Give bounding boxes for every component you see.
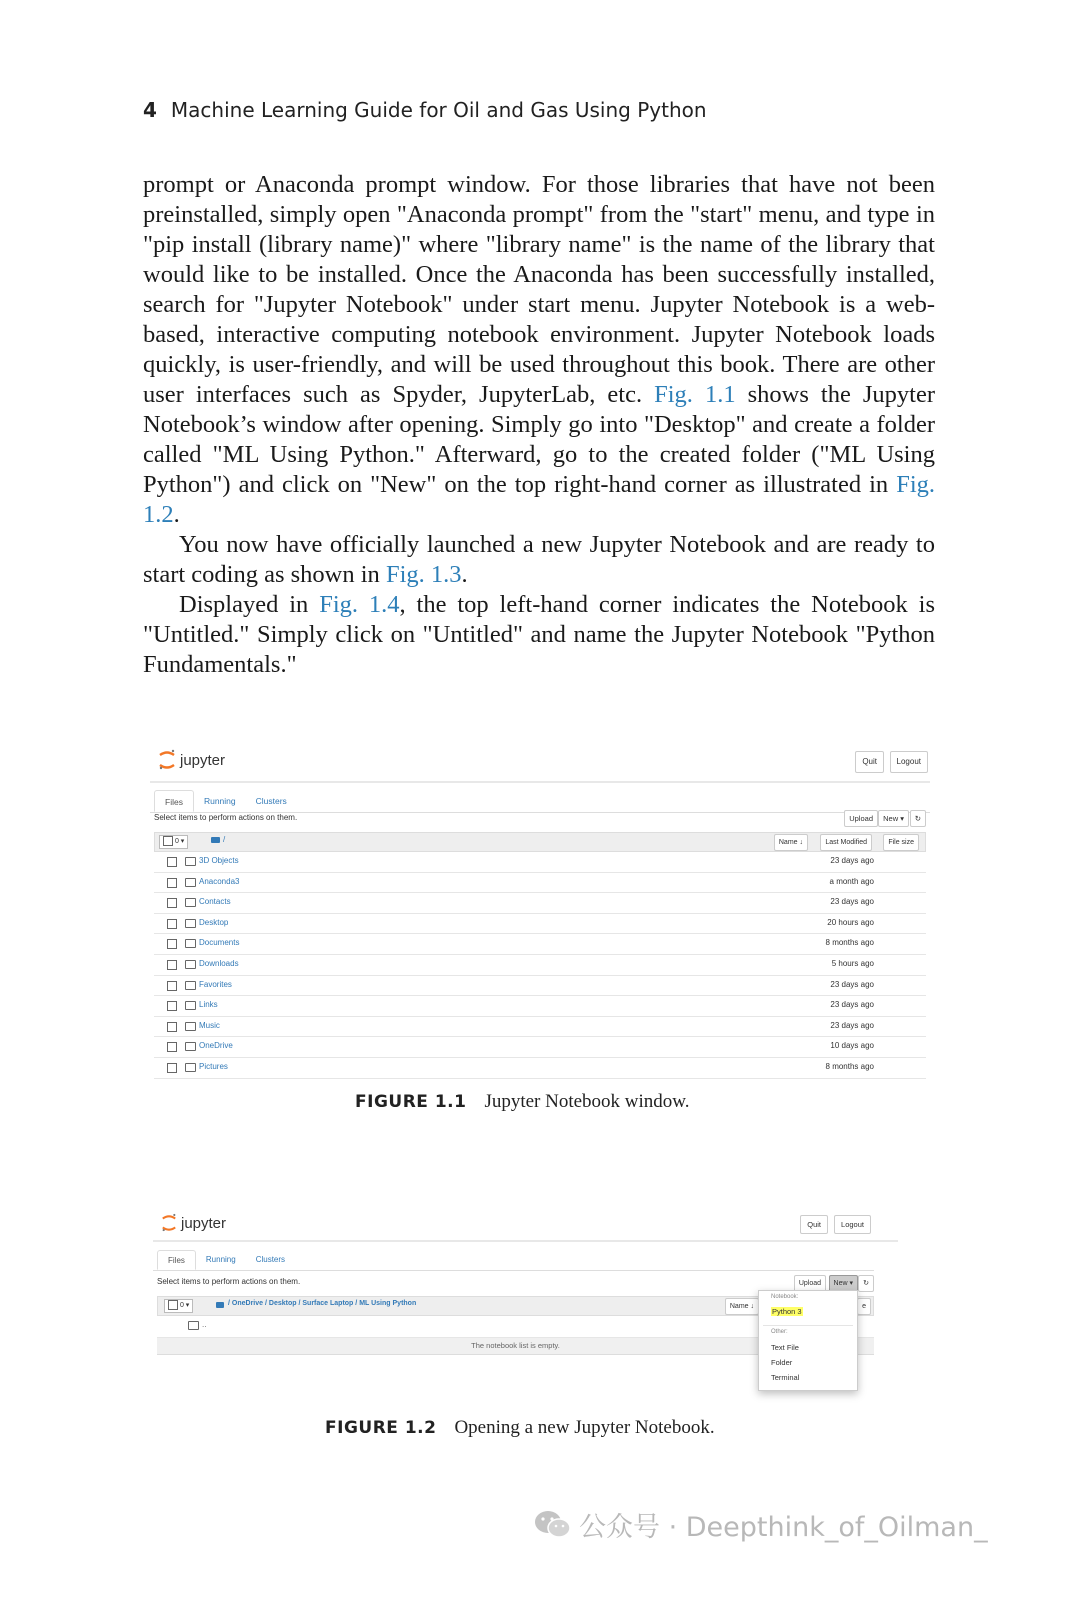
folder-icon [185,1042,196,1051]
body-text [143,170,935,680]
last-modified: 23 days ago [830,1020,874,1030]
refresh-button[interactable]: ↻ [910,810,926,827]
paragraph-1 [143,170,935,530]
breadcrumb-separator: / [298,1300,301,1307]
sort-by-modified-button[interactable]: Last Modified [820,834,872,851]
tab-bar [154,790,297,812]
new-button[interactable]: New ▾ [878,810,909,827]
last-modified: 23 days ago [830,1000,874,1010]
selection-hint: Select items to perform actions on them. [157,1277,301,1286]
quit-button[interactable]: Quit [800,1215,828,1234]
last-modified: 8 months ago [825,1062,874,1071]
figure-1-2-screenshot [153,1212,898,1392]
last-modified: 23 days ago [830,897,874,907]
menu-item-python3[interactable]: Python 3 [772,1307,802,1316]
breadcrumb-onedrive[interactable]: OneDrive [231,1300,264,1307]
folder-icon [185,1001,196,1010]
figure-1-1-caption [355,1091,690,1113]
breadcrumb-separator: / [355,1300,358,1307]
menu-header-other: Other: [771,1329,788,1335]
text-span: prompt or Anaconda prompt window. For those libraries that have not been preinstalled, simply open "Anaconda prompt" from the "start" menu, and type in "pip install (library name)" where "library name" is the name of the library that would like to be installed. Once the Anaconda has been successfully installed, search for "Jupyter Notebook" under start menu. Jupyter Notebook is a web-based, interactive computing notebook environment. Jupyter Notebook loads quickly, is user-friendly, and will be used throughout this book. There are other user interfaces such as Spyder, JupyterLab, etc. [143,171,935,408]
table-row[interactable] [154,1016,926,1038]
jupyter-header [153,1212,898,1242]
breadcrumb-desktop[interactable]: Desktop [268,1300,297,1307]
select-all-checkbox[interactable] [163,836,173,846]
tab-divider [153,1270,874,1271]
row-checkbox[interactable] [167,919,177,929]
row-checkbox[interactable] [167,898,177,908]
selection-hint: Select items to perform actions on them. [154,813,298,822]
figure-1-1-screenshot [150,745,930,1110]
tab-files[interactable]: Files [154,790,194,812]
folder-name-link[interactable]: OneDrive [199,1041,233,1051]
folder-icon [185,857,196,866]
breadcrumb-ml-using-python[interactable]: ML Using Python [359,1300,417,1307]
refresh-button[interactable]: ↻ [858,1275,874,1292]
folder-name-link[interactable]: Favorites [199,979,232,989]
running-header [143,98,707,122]
table-row[interactable] [154,933,926,955]
menu-item-text-file[interactable]: Text File [771,1343,799,1352]
sort-by-name-button[interactable]: Name ↓ [725,1298,759,1315]
menu-item-folder[interactable]: Folder [771,1358,793,1367]
folder-name-link[interactable]: Anaconda3 [199,876,240,886]
table-row[interactable] [154,913,926,935]
tab-running[interactable]: Running [205,1255,236,1264]
folder-icon [185,981,196,990]
row-checkbox[interactable] [167,1063,177,1073]
table-row[interactable] [154,892,926,914]
list-header [154,832,926,852]
row-checkbox[interactable] [167,960,177,970]
select-all-dropdown[interactable]: 0 ▾ [159,835,188,849]
folder-icon [185,878,196,887]
sort-by-name-button[interactable]: Name ↓ [774,834,808,851]
text-span: . [461,561,468,588]
folder-icon [185,898,196,907]
folder-name-link[interactable]: Links [199,1000,218,1010]
menu-header-notebook: Notebook: [771,1294,799,1300]
figure-reference-link[interactable]: Fig. 1.1 [654,381,736,408]
new-dropdown-menu [758,1290,858,1391]
menu-divider [763,1325,853,1326]
row-checkbox[interactable] [167,1022,177,1032]
table-row[interactable] [154,975,926,997]
tab-clusters[interactable]: Clusters [255,796,287,806]
root-path[interactable]: / [223,835,226,844]
table-row[interactable] [154,954,926,976]
upload-button[interactable]: Upload [794,1275,826,1292]
row-checkbox[interactable] [167,1001,177,1011]
last-modified: 23 days ago [830,979,874,989]
caption-text: Jupyter Notebook window. [484,1091,690,1112]
upload-button[interactable]: Upload [844,810,878,827]
wechat-icon [533,1509,573,1541]
row-checkbox[interactable] [167,1042,177,1052]
row-checkbox[interactable] [167,939,177,949]
tab-files[interactable]: Files [157,1250,196,1270]
caption-text: Opening a new Jupyter Notebook. [454,1417,715,1438]
jupyter-logo-text: jupyter [181,1214,227,1232]
breadcrumb-separator: / [264,1300,267,1307]
tab-bar [157,1250,295,1270]
sort-by-size-button[interactable]: e [857,1298,871,1315]
folder-name-link[interactable]: 3D Objects [199,856,239,865]
table-row[interactable] [154,1057,926,1079]
caption-label: FIGURE 1.2 [325,1418,437,1438]
text-span: . [173,501,180,528]
figure-reference-link[interactable]: Fig. 1.4 [319,591,400,618]
folder-name-link[interactable]: Documents [199,938,240,948]
new-button[interactable]: New ▾ [829,1275,858,1292]
table-row[interactable] [154,1036,926,1058]
row-checkbox[interactable] [167,878,177,888]
text-span: , the top left-hand corner indicates the Notebook is "Untitled." Simply click on "Untitled" and name the Jupyter Notebook "Python Fundamentals." [143,591,935,678]
tab-running[interactable]: Running [203,796,236,806]
breadcrumb-separator: / [228,1300,230,1307]
empty-notebook-message: The notebook list is empty. [157,1338,874,1355]
jupyter-logo-text: jupyter [180,751,226,769]
folder-name-link[interactable]: Pictures [199,1062,228,1071]
folder-icon [185,960,196,969]
jupyter-logo-icon [161,1213,177,1233]
figure-reference-link[interactable]: Fig. 1.3 [385,561,462,588]
text-span: You now have officially launched a new Jupyter Notebook and are ready to start coding as shown in [143,531,935,588]
watermark [533,1505,988,1544]
page-number: 4 [143,98,157,122]
figure-1-2-caption [325,1417,715,1439]
table-row[interactable] [154,872,926,894]
folder-name-link[interactable]: Downloads [199,959,239,968]
folder-icon [188,1321,199,1330]
tab-clusters[interactable]: Clusters [255,1255,286,1264]
last-modified: 5 hours ago [831,959,874,968]
select-all-dropdown[interactable]: 0 ▾ [164,1299,193,1313]
folder-icon[interactable] [211,837,220,843]
folder-icon [185,939,196,948]
watermark-text: 公众号 · Deepthink_of_Oilman_ [579,1512,988,1543]
sort-by-size-button[interactable]: File size [883,834,919,851]
select-all-checkbox[interactable] [168,1300,178,1310]
last-modified: a month ago [829,876,874,886]
folder-icon[interactable] [216,1302,224,1308]
paragraph-2 [143,530,935,590]
caption-label: FIGURE 1.1 [355,1092,467,1112]
figure-reference-link[interactable]: Fig. 1.2 [143,471,935,528]
breadcrumb [228,1300,416,1307]
jupyter-header [150,745,930,783]
quit-button[interactable]: Quit [855,751,884,773]
logout-button[interactable]: Logout [890,751,928,773]
folder-icon [185,919,196,928]
last-modified: 10 days ago [830,1041,874,1051]
folder-icon [185,1022,196,1031]
row-checkbox[interactable] [167,981,177,991]
selected-count: 0 [179,1302,184,1309]
text-span: shows the Jupyter Notebook’s window after opening. Simply go into "Desktop" and create a folder called "ML Using Python." Afterward, go to the created folder ("ML Using Python") and click on "New" on the top right-hand corner as illustrated in [143,381,935,498]
last-modified: 20 hours ago [827,917,874,927]
text-span: Displayed in [179,591,320,618]
breadcrumb-surface-laptop[interactable]: Surface Laptop [302,1300,354,1307]
folder-name-link[interactable]: Contacts [199,897,231,907]
jupyter-logo[interactable] [161,1213,226,1233]
paragraph-3 [143,590,935,680]
menu-item-terminal[interactable]: Terminal [771,1373,800,1382]
jupyter-logo-icon [158,749,176,771]
parent-directory-link[interactable]: .. [202,1320,207,1329]
last-modified: 8 months ago [825,938,874,948]
selected-count: 0 [174,838,179,845]
table-row[interactable] [154,851,926,873]
row-checkbox[interactable] [167,857,177,867]
folder-name-link[interactable]: Music [199,1020,220,1030]
table-row[interactable] [154,995,926,1017]
folder-name-link[interactable]: Desktop [199,917,229,927]
jupyter-logo[interactable] [158,749,225,771]
logout-button[interactable]: Logout [834,1215,871,1234]
folder-icon [185,1063,196,1072]
running-title: Machine Learning Guide for Oil and Gas Using Python [170,98,707,122]
last-modified: 23 days ago [830,856,874,865]
